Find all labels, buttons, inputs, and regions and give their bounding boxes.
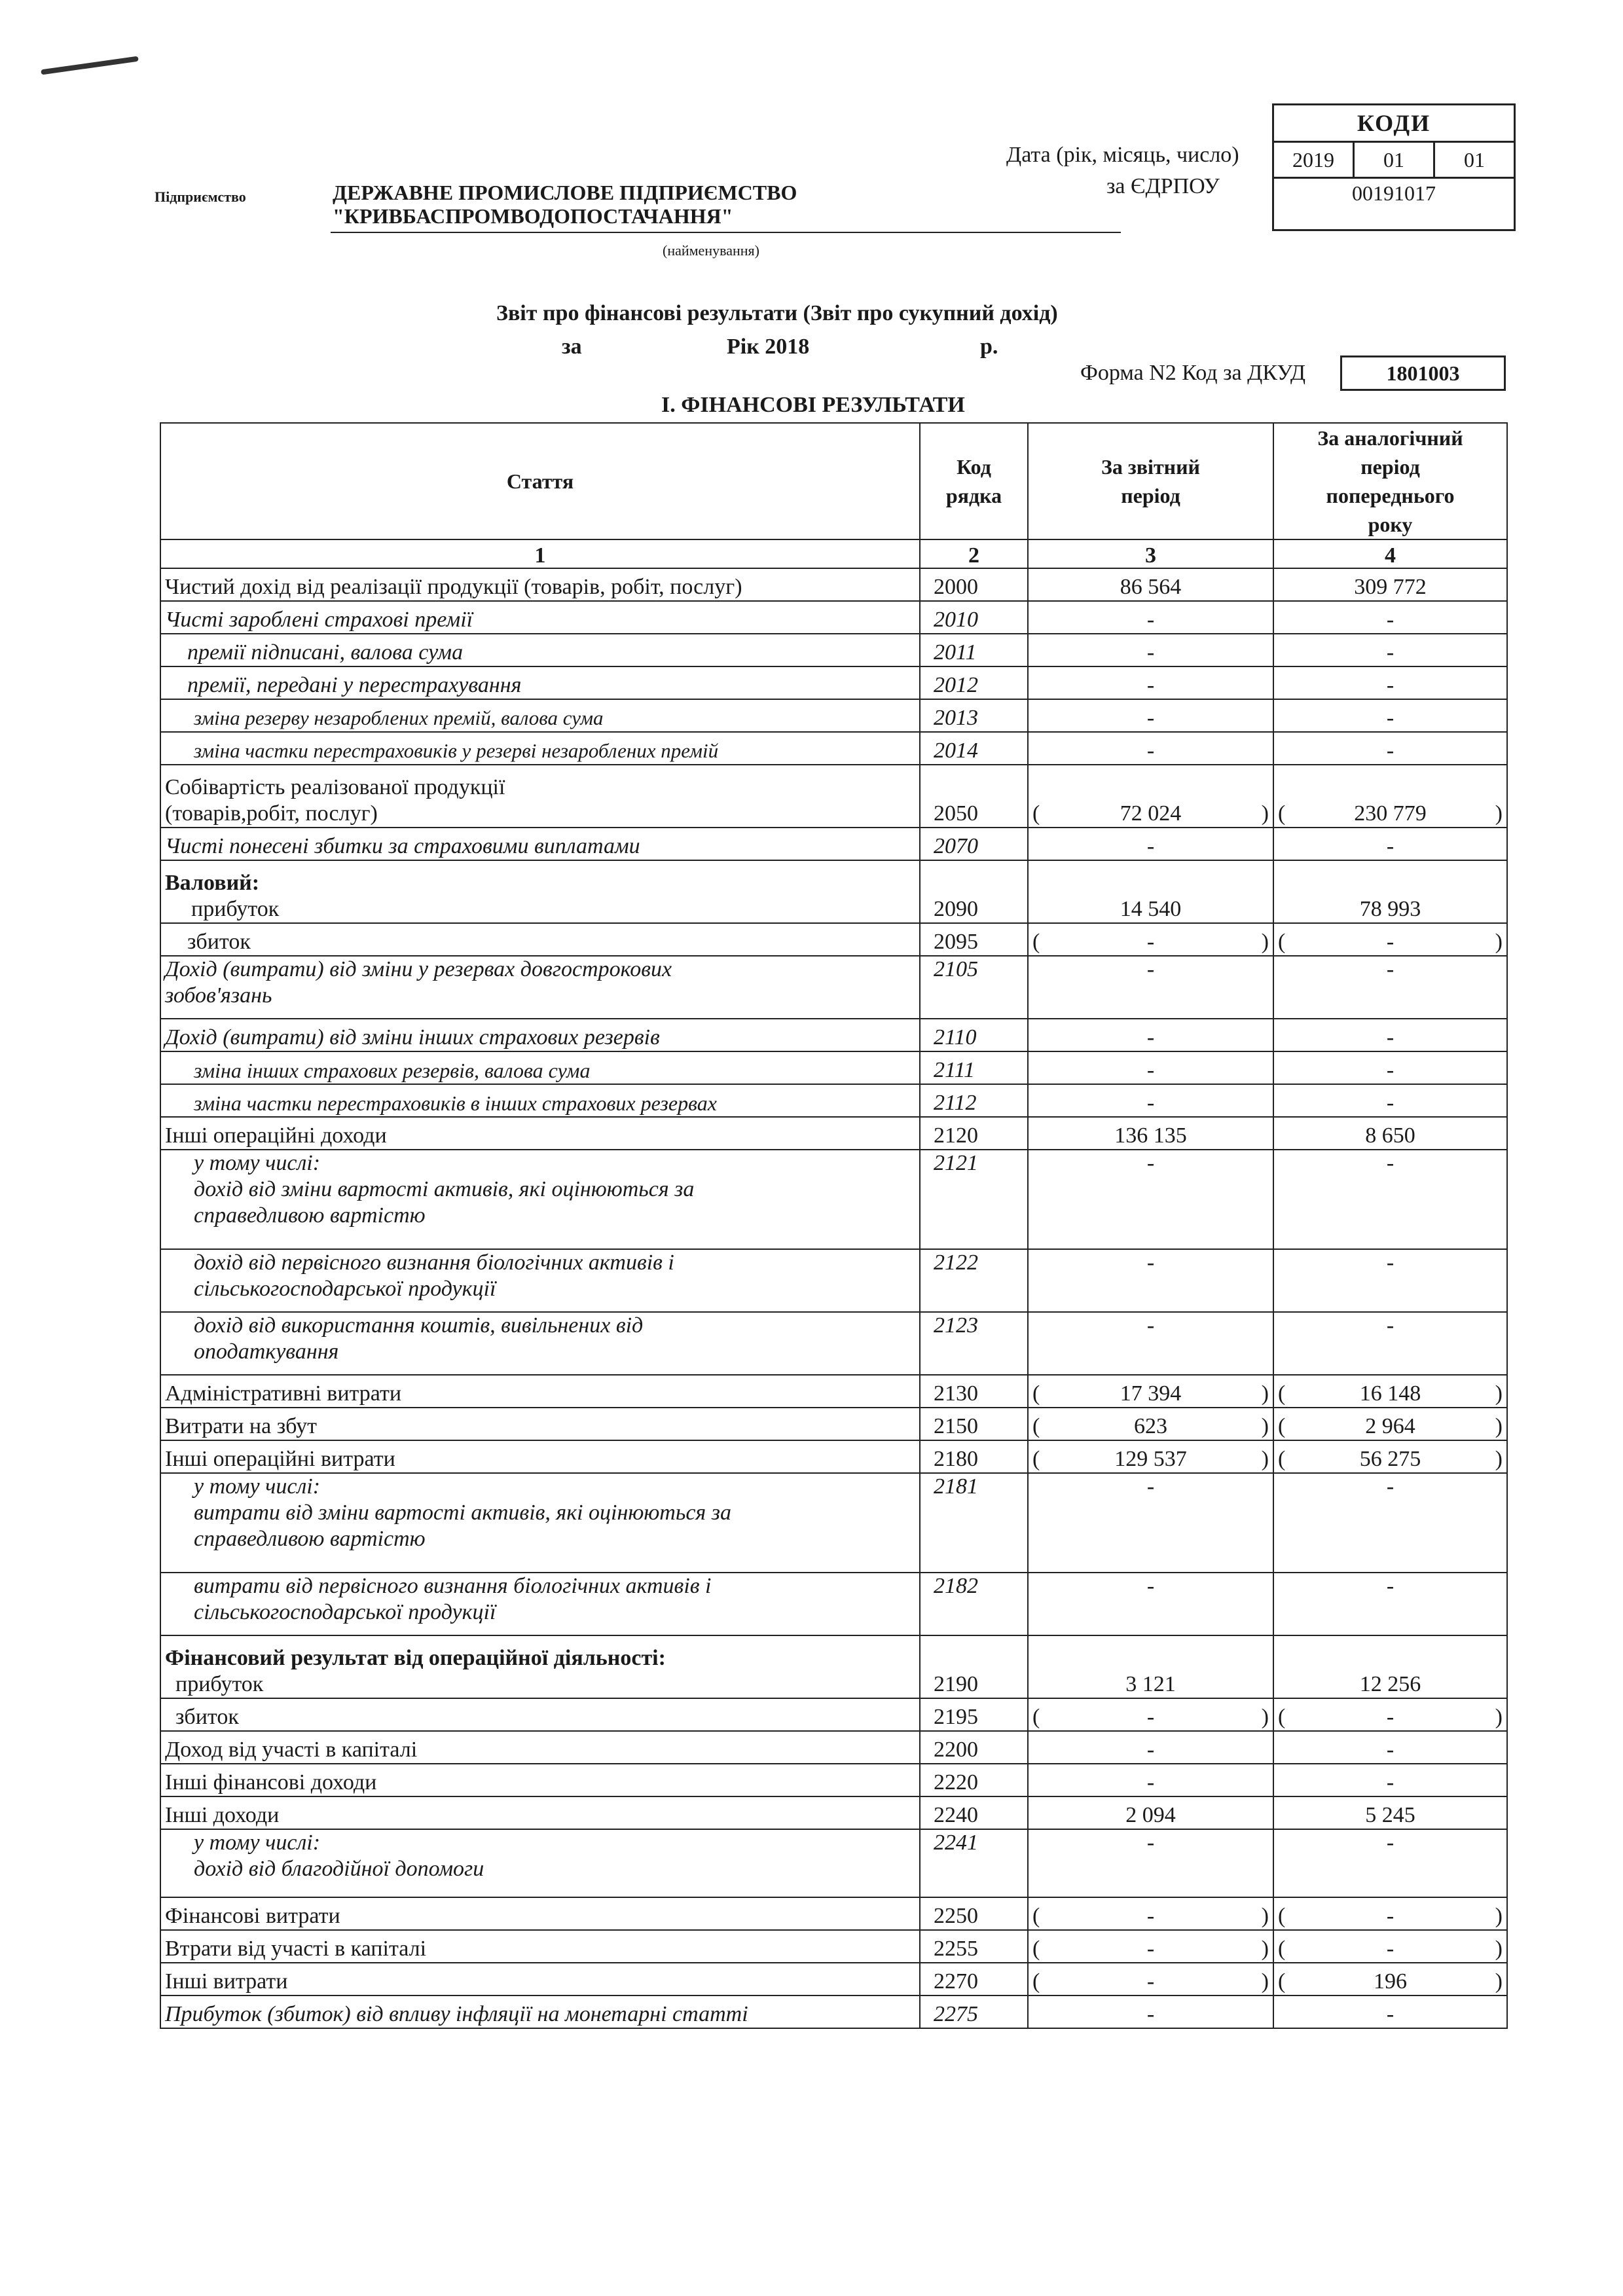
row-previous: - [1273, 1829, 1507, 1897]
date-row [1274, 141, 1514, 179]
col-number-1: 1 [160, 539, 920, 568]
row-code: 2250 [920, 1897, 1028, 1930]
table-header-row [160, 423, 1507, 539]
row-label: дохід від використання коштів, вивільнених від оподаткування [160, 1312, 920, 1375]
row-code: 2200 [920, 1731, 1028, 1764]
row-current: - [1028, 1573, 1273, 1635]
table-row [160, 1019, 1507, 1051]
table-row [160, 923, 1507, 956]
row-previous: ( 16 148 ) [1273, 1375, 1507, 1408]
enterprise-name-line1: ДЕРЖАВНЕ ПРОМИСЛОВЕ ПІДПРИЄМСТВО [333, 181, 797, 204]
row-previous: ( - ) [1273, 1897, 1507, 1930]
header-code: Код рядка [920, 423, 1028, 539]
row-label: збиток [160, 923, 920, 956]
name-caption: (найменування) [663, 242, 759, 259]
row-label: Дохід (витрати) від зміни інших страхових резервів [160, 1019, 920, 1051]
row-label: у тому числі: дохід від благодійної допомоги [160, 1829, 920, 1897]
row-code: 2220 [920, 1764, 1028, 1796]
row-previous: 309 772 [1273, 568, 1507, 601]
row-code: 2182 [920, 1573, 1028, 1635]
row-current: - [1028, 1312, 1273, 1375]
row-previous: - [1273, 1473, 1507, 1573]
row-current: - [1028, 601, 1273, 634]
row-label: Адміністративні витрати [160, 1375, 920, 1408]
row-label: зміна інших страхових резервів, валова сума [160, 1051, 920, 1084]
row-current: - [1028, 1019, 1273, 1051]
date-label: Дата (рік, місяць, число) [1006, 143, 1239, 167]
row-previous: - [1273, 1084, 1507, 1117]
row-label: Чисті понесені збитки за страховими виплатами [160, 828, 920, 860]
row-previous: ( 196 ) [1273, 1963, 1507, 1995]
row-previous: - [1273, 666, 1507, 699]
row-current: - [1028, 1051, 1273, 1084]
table-row [160, 1829, 1507, 1897]
row-current: 136 135 [1028, 1117, 1273, 1150]
row-code: 2070 [920, 828, 1028, 860]
edrpou-value: 00191017 [1352, 181, 1436, 205]
row-label: Інші доходи [160, 1796, 920, 1829]
row-code: 2190 [920, 1635, 1028, 1698]
row-current: - [1028, 1995, 1273, 2028]
row-code: 2270 [920, 1963, 1028, 1995]
form-label: Форма N2 Код за ДКУД [1080, 361, 1306, 385]
row-previous: - [1273, 634, 1507, 666]
codes-box [1272, 103, 1516, 231]
row-code: 2240 [920, 1796, 1028, 1829]
table-row [160, 699, 1507, 732]
row-label: Доход від участі в капіталі [160, 1731, 920, 1764]
table-row [160, 1731, 1507, 1764]
row-code: 2275 [920, 1995, 1028, 2028]
row-current: ( 623 ) [1028, 1408, 1273, 1440]
row-code: 2095 [920, 923, 1028, 956]
section-title: І. ФІНАНСОВІ РЕЗУЛЬТАТИ [661, 393, 965, 417]
table-row [160, 956, 1507, 1019]
row-previous: - [1273, 1249, 1507, 1312]
financial-results-table [160, 422, 1508, 2029]
table-row [160, 568, 1507, 601]
header-previous-period: За аналогічний період попереднього року [1273, 423, 1507, 539]
row-current: 3 121 [1028, 1635, 1273, 1698]
row-current: - [1028, 699, 1273, 732]
row-label: Інші операційні доходи [160, 1117, 920, 1150]
row-label: Втрати від участі в капіталі [160, 1930, 920, 1963]
row-label: Фінансові витрати [160, 1897, 920, 1930]
row-label: Фінансовий результат від операційної діяльності: прибуток [160, 1635, 920, 1698]
row-code: 2255 [920, 1930, 1028, 1963]
header-article: Стаття [160, 423, 920, 539]
table-row [160, 1963, 1507, 1995]
row-code: 2110 [920, 1019, 1028, 1051]
row-current: - [1028, 956, 1273, 1019]
row-label: Собівартість реалізованої продукції (товарів,робіт, послуг) [160, 765, 920, 828]
row-previous: ( 230 779 ) [1273, 765, 1507, 828]
table-row [160, 1897, 1507, 1930]
row-code: 2122 [920, 1249, 1028, 1312]
row-current: - [1028, 666, 1273, 699]
row-previous: 12 256 [1273, 1635, 1507, 1698]
table-row [160, 765, 1507, 828]
row-previous: - [1273, 1150, 1507, 1249]
table-row [160, 1573, 1507, 1635]
report-title: Звіт про фінансові результати (Звіт про сукупний дохід) [496, 301, 1058, 325]
row-label: зміна частки перестраховиків в інших страхових резервах [160, 1084, 920, 1117]
row-current: ( - ) [1028, 1698, 1273, 1731]
row-code: 2105 [920, 956, 1028, 1019]
row-previous: 78 993 [1273, 860, 1507, 923]
row-code: 2120 [920, 1117, 1028, 1150]
row-label: дохід від первісного визнання біологічних активів і сільськогосподарської продукції [160, 1249, 920, 1312]
enterprise-underline [331, 232, 1121, 233]
table-row [160, 1084, 1507, 1117]
scan-mark [41, 56, 139, 75]
table-row [160, 1635, 1507, 1698]
row-current: - [1028, 634, 1273, 666]
row-label: Інші витрати [160, 1963, 920, 1995]
row-current: ( 129 537 ) [1028, 1440, 1273, 1473]
row-current: ( 17 394 ) [1028, 1375, 1273, 1408]
row-previous: ( - ) [1273, 1698, 1507, 1731]
row-label: Чисті зароблені страхові премії [160, 601, 920, 634]
table-row [160, 1473, 1507, 1573]
date-month: 01 [1355, 143, 1435, 177]
row-code: 2090 [920, 860, 1028, 923]
row-current: - [1028, 828, 1273, 860]
row-previous: 8 650 [1273, 1117, 1507, 1150]
table-row [160, 828, 1507, 860]
row-label: Валовий: прибуток [160, 860, 920, 923]
table-row [160, 1249, 1507, 1312]
row-code: 2150 [920, 1408, 1028, 1440]
date-day: 01 [1464, 148, 1485, 172]
row-previous: - [1273, 1731, 1507, 1764]
row-code: 2011 [920, 634, 1028, 666]
row-current: ( - ) [1028, 1897, 1273, 1930]
col-number-3: 3 [1028, 539, 1273, 568]
row-current: - [1028, 1764, 1273, 1796]
report-period: Рік 2018 [727, 335, 810, 359]
row-previous: - [1273, 956, 1507, 1019]
row-current: 14 540 [1028, 860, 1273, 923]
table-row [160, 1796, 1507, 1829]
row-current: - [1028, 1084, 1273, 1117]
row-code: 2112 [920, 1084, 1028, 1117]
row-code: 2050 [920, 765, 1028, 828]
row-code: 2014 [920, 732, 1028, 765]
col-number-4: 4 [1273, 539, 1507, 568]
table-row [160, 1051, 1507, 1084]
row-previous: - [1273, 732, 1507, 765]
table-row [160, 1408, 1507, 1440]
table-row [160, 1764, 1507, 1796]
row-current: - [1028, 1829, 1273, 1897]
table-row [160, 1995, 1507, 2028]
row-label: Інші операційні витрати [160, 1440, 920, 1473]
row-label: Інші фінансові доходи [160, 1764, 920, 1796]
row-label: витрати від первісного визнання біологічних активів і сільськогосподарської продукції [160, 1573, 920, 1635]
row-current: - [1028, 1473, 1273, 1573]
row-label: збиток [160, 1698, 920, 1731]
column-number-row [160, 539, 1507, 568]
row-current: ( - ) [1028, 923, 1273, 956]
row-code: 2013 [920, 699, 1028, 732]
row-previous: - [1273, 1051, 1507, 1084]
report-za: за [562, 335, 582, 359]
report-r: р. [980, 335, 998, 359]
row-code: 2111 [920, 1051, 1028, 1084]
row-code: 2000 [920, 568, 1028, 601]
row-code: 2130 [920, 1375, 1028, 1408]
row-label: премії підписані, валова сума [160, 634, 920, 666]
row-current: ( 72 024 ) [1028, 765, 1273, 828]
table-row [160, 1375, 1507, 1408]
row-current: 86 564 [1028, 568, 1273, 601]
row-previous: ( 2 964 ) [1273, 1408, 1507, 1440]
row-label: Чистий дохід від реалізації продукції (товарів, робіт, послуг) [160, 568, 920, 601]
enterprise-name-line2: "КРИВБАСПРОМВОДОПОСТАЧАННЯ" [333, 204, 733, 228]
row-current: - [1028, 732, 1273, 765]
row-previous: ( - ) [1273, 923, 1507, 956]
codes-title: КОДИ [1357, 110, 1431, 136]
date-year: 2019 [1274, 143, 1355, 177]
row-label: Прибуток (збиток) від впливу інфляції на монетарні статті [160, 1995, 920, 2028]
enterprise-label: Підприємство [155, 189, 246, 205]
row-label: премії, передані у перестрахування [160, 666, 920, 699]
row-previous: - [1273, 828, 1507, 860]
dkud-code: 1801003 [1340, 355, 1506, 391]
row-current: - [1028, 1150, 1273, 1249]
table-row [160, 1150, 1507, 1249]
table-row [160, 860, 1507, 923]
row-previous: - [1273, 601, 1507, 634]
row-label: у тому числі: дохід від зміни вартості активів, які оцінюються за справедливою вартістю [160, 1150, 920, 1249]
row-previous: - [1273, 699, 1507, 732]
row-label: Дохід (витрати) від зміни у резервах довгострокових зобов'язань [160, 956, 920, 1019]
row-previous: - [1273, 1019, 1507, 1051]
row-code: 2181 [920, 1473, 1028, 1573]
col-number-2: 2 [920, 539, 1028, 568]
table-row [160, 1440, 1507, 1473]
row-current: ( - ) [1028, 1963, 1273, 1995]
row-code: 2123 [920, 1312, 1028, 1375]
row-previous: ( - ) [1273, 1930, 1507, 1963]
table-row [160, 601, 1507, 634]
row-code: 2180 [920, 1440, 1028, 1473]
table-row [160, 1117, 1507, 1150]
table-row [160, 1930, 1507, 1963]
row-current: 2 094 [1028, 1796, 1273, 1829]
row-code: 2010 [920, 601, 1028, 634]
row-code: 2241 [920, 1829, 1028, 1897]
row-current: ( - ) [1028, 1930, 1273, 1963]
row-previous: - [1273, 1764, 1507, 1796]
row-label: зміна резерву незароблених премій, валова сума [160, 699, 920, 732]
table-row [160, 1312, 1507, 1375]
row-previous: ( 56 275 ) [1273, 1440, 1507, 1473]
row-previous: - [1273, 1573, 1507, 1635]
row-label: зміна частки перестраховиків у резерві незароблених премій [160, 732, 920, 765]
table-row [160, 1698, 1507, 1731]
row-previous: - [1273, 1995, 1507, 2028]
header-current-period: За звітний період [1028, 423, 1273, 539]
row-label: у тому числі: витрати від зміни вартості активів, які оцінюються за справедливою вартістю [160, 1473, 920, 1573]
row-code: 2195 [920, 1698, 1028, 1731]
row-previous: - [1273, 1312, 1507, 1375]
row-current: - [1028, 1249, 1273, 1312]
table-row [160, 732, 1507, 765]
row-label: Витрати на збут [160, 1408, 920, 1440]
table-row [160, 666, 1507, 699]
row-previous: 5 245 [1273, 1796, 1507, 1829]
row-code: 2121 [920, 1150, 1028, 1249]
table-row [160, 634, 1507, 666]
row-code: 2012 [920, 666, 1028, 699]
edrpou-label: за ЄДРПОУ [1106, 174, 1220, 198]
row-current: - [1028, 1731, 1273, 1764]
